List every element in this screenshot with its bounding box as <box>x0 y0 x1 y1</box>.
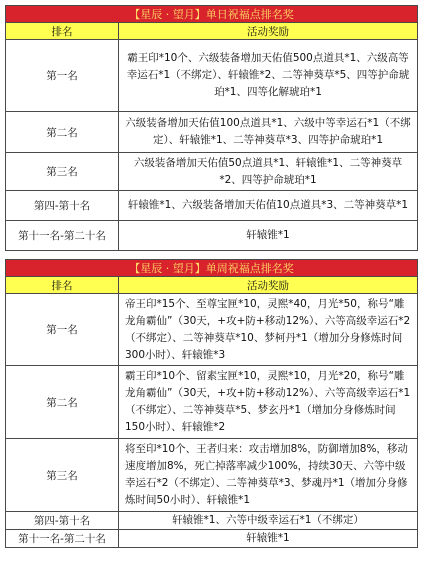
reward-cell: 轩辕锥*1 <box>119 530 418 548</box>
table-row <box>6 191 418 221</box>
reward-cell: 六级装备增加天佑值100点道具*1、六级中等幸运石*1（不绑定）、轩辕锥*1、二等神葵草*3、四等护命琥珀*1 <box>119 112 418 153</box>
header-rank: 排名 <box>6 277 119 294</box>
rank-cell: 第二名 <box>6 366 119 439</box>
table-row <box>6 40 418 112</box>
table-row <box>6 530 418 548</box>
table-title-row <box>6 260 418 277</box>
rank-cell: 第一名 <box>6 294 119 366</box>
reward-cell: 轩辕锥*1 <box>119 221 418 251</box>
rank-cell: 第四-第十名 <box>6 512 119 530</box>
table-row <box>6 294 418 366</box>
reward-cell: 霸王印*10个、六级装备增加天佑值500点道具*1、六级高等幸运石*1（不绑定）、轩辕锥*2、二等神葵草*5、四等护命琥珀*1、四等化解琥珀*1 <box>119 40 418 112</box>
header-reward: 活动奖励 <box>119 23 418 40</box>
table-row <box>6 439 418 512</box>
header-rank: 排名 <box>6 23 119 40</box>
rank-cell: 第一名 <box>6 40 119 112</box>
weekly-ranking-table <box>5 259 418 548</box>
reward-cell: 轩辕锥*1、六等中级幸运石*1（不绑定） <box>119 512 418 530</box>
rank-cell: 第三名 <box>6 439 119 512</box>
table-row <box>6 366 418 439</box>
table-title: 【星辰 · 望月】单周祝福点排名奖 <box>6 260 418 277</box>
reward-cell: 六级装备增加天佑值50点道具*1、轩辕锥*1、二等神葵草*2、四等护命琥珀*1 <box>119 153 418 191</box>
reward-cell: 霸王印*10个、留素宝匣*10，灵熙*10，月光*20，称号“雕龙角霸仙”（30天，+攻+防+移动12%）、六等高级幸运石*1（不绑定）、二等神葵草*5、梦玄丹*1（增加分身修炼时间150小时）、轩辕锥*2 <box>119 366 418 439</box>
rank-cell: 第四-第十名 <box>6 191 119 221</box>
reward-cell: 轩辕锥*1、六级装备增加天佑值10点道具*3、二等神葵草*1 <box>119 191 418 221</box>
rank-cell: 第二名 <box>6 112 119 153</box>
table-row <box>6 153 418 191</box>
rank-cell: 第十一名-第二十名 <box>6 530 119 548</box>
header-reward: 活动奖励 <box>119 277 418 294</box>
daily-ranking-table <box>5 5 418 251</box>
table-row <box>6 221 418 251</box>
table-header-row <box>6 277 418 294</box>
reward-cell: 将至印*10个、王者归来：攻击增加8%，防御增加8%，移动速度增加8%，死亡掉落率减少100%，持续30天、六等中级幸运石*2（不绑定）、二等神葵草*3、梦魂丹*1（增加分身修炼时间50小时）、轩辕锥*1 <box>119 439 418 512</box>
reward-cell: 帝王印*15个、至尊宝匣*10，灵熙*40，月光*50，称号“雕龙角霸仙”（30天，+攻+防+移动12%）、六等高级幸运石*2（不绑定）、二等神葵草*10、梦柯丹*1（增加分身修炼时间300小时）、轩辕锥*3 <box>119 294 418 366</box>
table-row <box>6 112 418 153</box>
rank-cell: 第三名 <box>6 153 119 191</box>
table-title-row <box>6 6 418 23</box>
table-row <box>6 512 418 530</box>
table-header-row <box>6 23 418 40</box>
rank-cell: 第十一名-第二十名 <box>6 221 119 251</box>
table-title: 【星辰 · 望月】单日祝福点排名奖 <box>6 6 418 23</box>
